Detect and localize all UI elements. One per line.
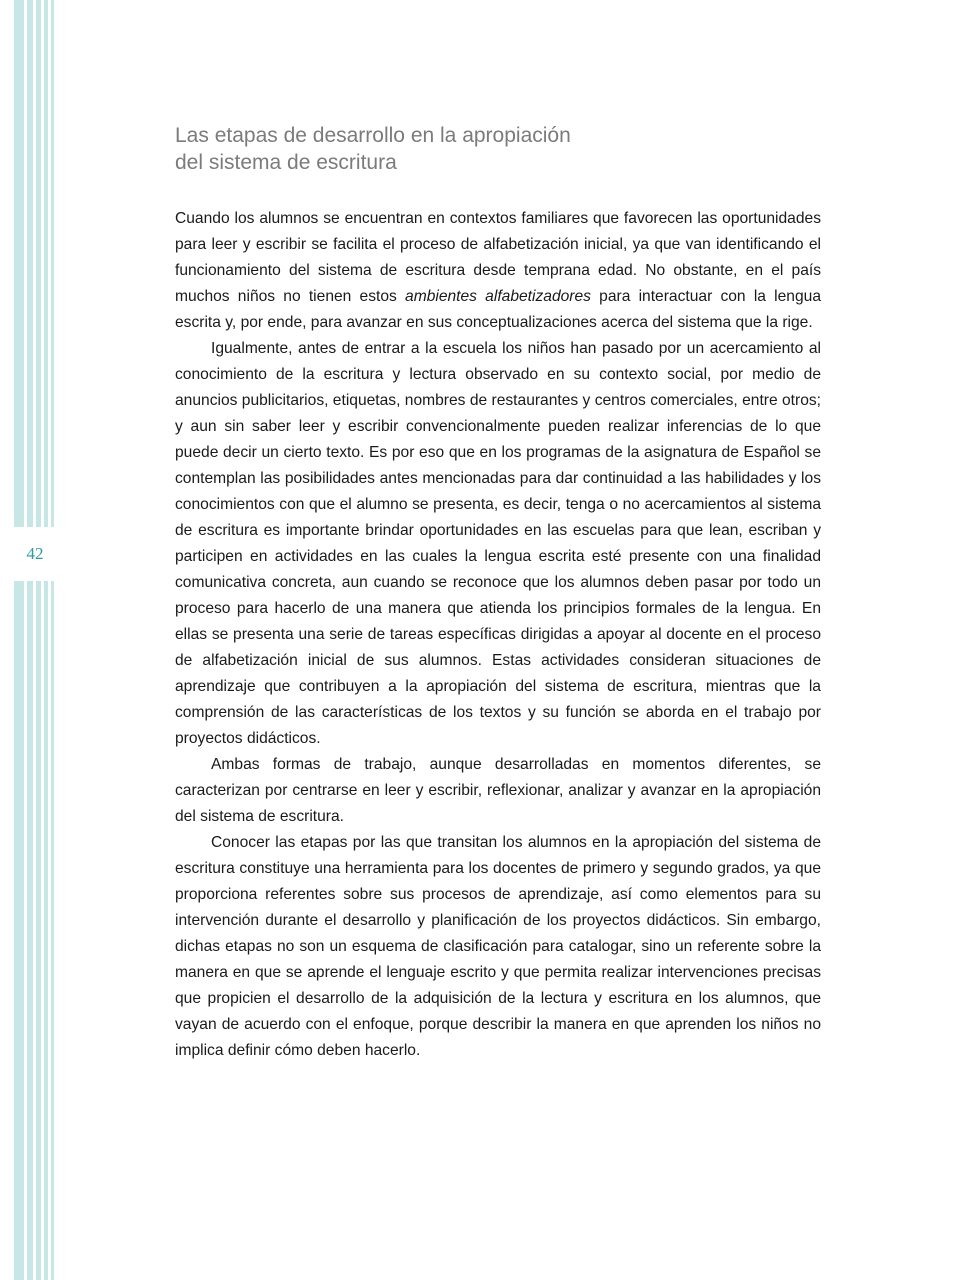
margin-stripes [0, 0, 60, 1280]
paragraph-1-emphasis: ambientes alfabetizadores [405, 288, 591, 305]
margin-stripe [51, 0, 54, 1280]
section-title [175, 122, 821, 176]
paragraph-1 [175, 206, 821, 336]
paragraph-2: Igualmente, antes de entrar a la escuela los niños han pasado por un acercamiento al conocimiento de la escritura y lectura observado en su contexto social, por medio de anuncios publicitarios, etiquetas, nombres de restaurantes y centros comerciales, entre otros; y aun sin saber leer y escribir convencionalmente pueden realizar inferencias de lo que puede decir un cierto texto. Es por eso que en los programas de la asignatura de Español se contemplan las posibilidades antes mencionadas para dar continuidad a las habilidades y los conocimientos con que el alumno se presenta, es decir, tenga o no acercamientos al sistema de escritura es importante brindar oportunidades en las escuelas para que lean, escriban y participen en actividades en las cuales la lengua escrita esté presente con una finalidad comunicativa concreta, aun cuando se reconoce que los alumnos deben pasar por todo un proceso para hacerlo de una manera que atienda los principios formales de la lengua. En ellas se presenta una serie de tareas específicas dirigidas a apoyar al docente en el proceso de alfabetización inicial de sus alumnos. Estas actividades consideran situaciones de aprendizaje que contribuyen a la apropiación del sistema de escritura, mientras que la comprensión de las características de los textos y su función se aborda en el trabajo por proyectos didácticos. [175, 340, 821, 747]
paragraph-1-part-a: Cuando los alumnos se encuentran en contextos familiares que favorecen las oportunidades para leer y escribir se facilita el proceso de alfabetización inicial, ya que van identificando el funcionamiento del sistema de escritura desde temprana edad. No obstante, en el país muchos niños no tienen estos [175, 210, 821, 305]
margin-stripe [44, 0, 48, 1280]
paragraph-4: Conocer las etapas por las que transitan los alumnos en la apropiación del sistema de escritura constituye una herramienta para los docentes de primero y segundo grados, ya que proporciona referentes sobre sus procesos de aprendizaje, así como elementos para su intervención durante el desarrollo y planificación de los proyectos didácticos. Sin embargo, dichas etapas no son un esquema de clasificación para catalogar, sino un referente sobre la manera en que se aprende el lenguaje escrito y que permita realizar intervenciones precisas que propicien el desarrollo de la adquisición de la lectura y escritura en los alumnos, que vayan de acuerdo con el enfoque, porque describir la manera en que aprenden los niños no implica definir cómo deben hacerlo. [175, 834, 821, 1059]
margin-stripe [14, 0, 24, 1280]
section-title-line-1: Las etapas de desarrollo en la apropiación [175, 124, 571, 147]
paragraph-3: Ambas formas de trabajo, aunque desarrolladas en momentos diferentes, se caracterizan por centrarse en leer y escribir, reflexionar, analizar y avanzar en la apropiación del sistema de escritura. [175, 756, 821, 825]
page-number: 42 [26, 544, 44, 563]
section-title-line-2: del sistema de escritura [175, 151, 397, 174]
margin-stripe [36, 0, 41, 1280]
page-content [175, 122, 821, 1064]
paragraph-1-part-b: para interactuar con la lengua escrita y, por ende, para avanzar en sus conceptualizaciones acerca del sistema que la rige. [175, 288, 821, 331]
margin-stripe [27, 0, 33, 1280]
body-text [175, 206, 821, 1064]
